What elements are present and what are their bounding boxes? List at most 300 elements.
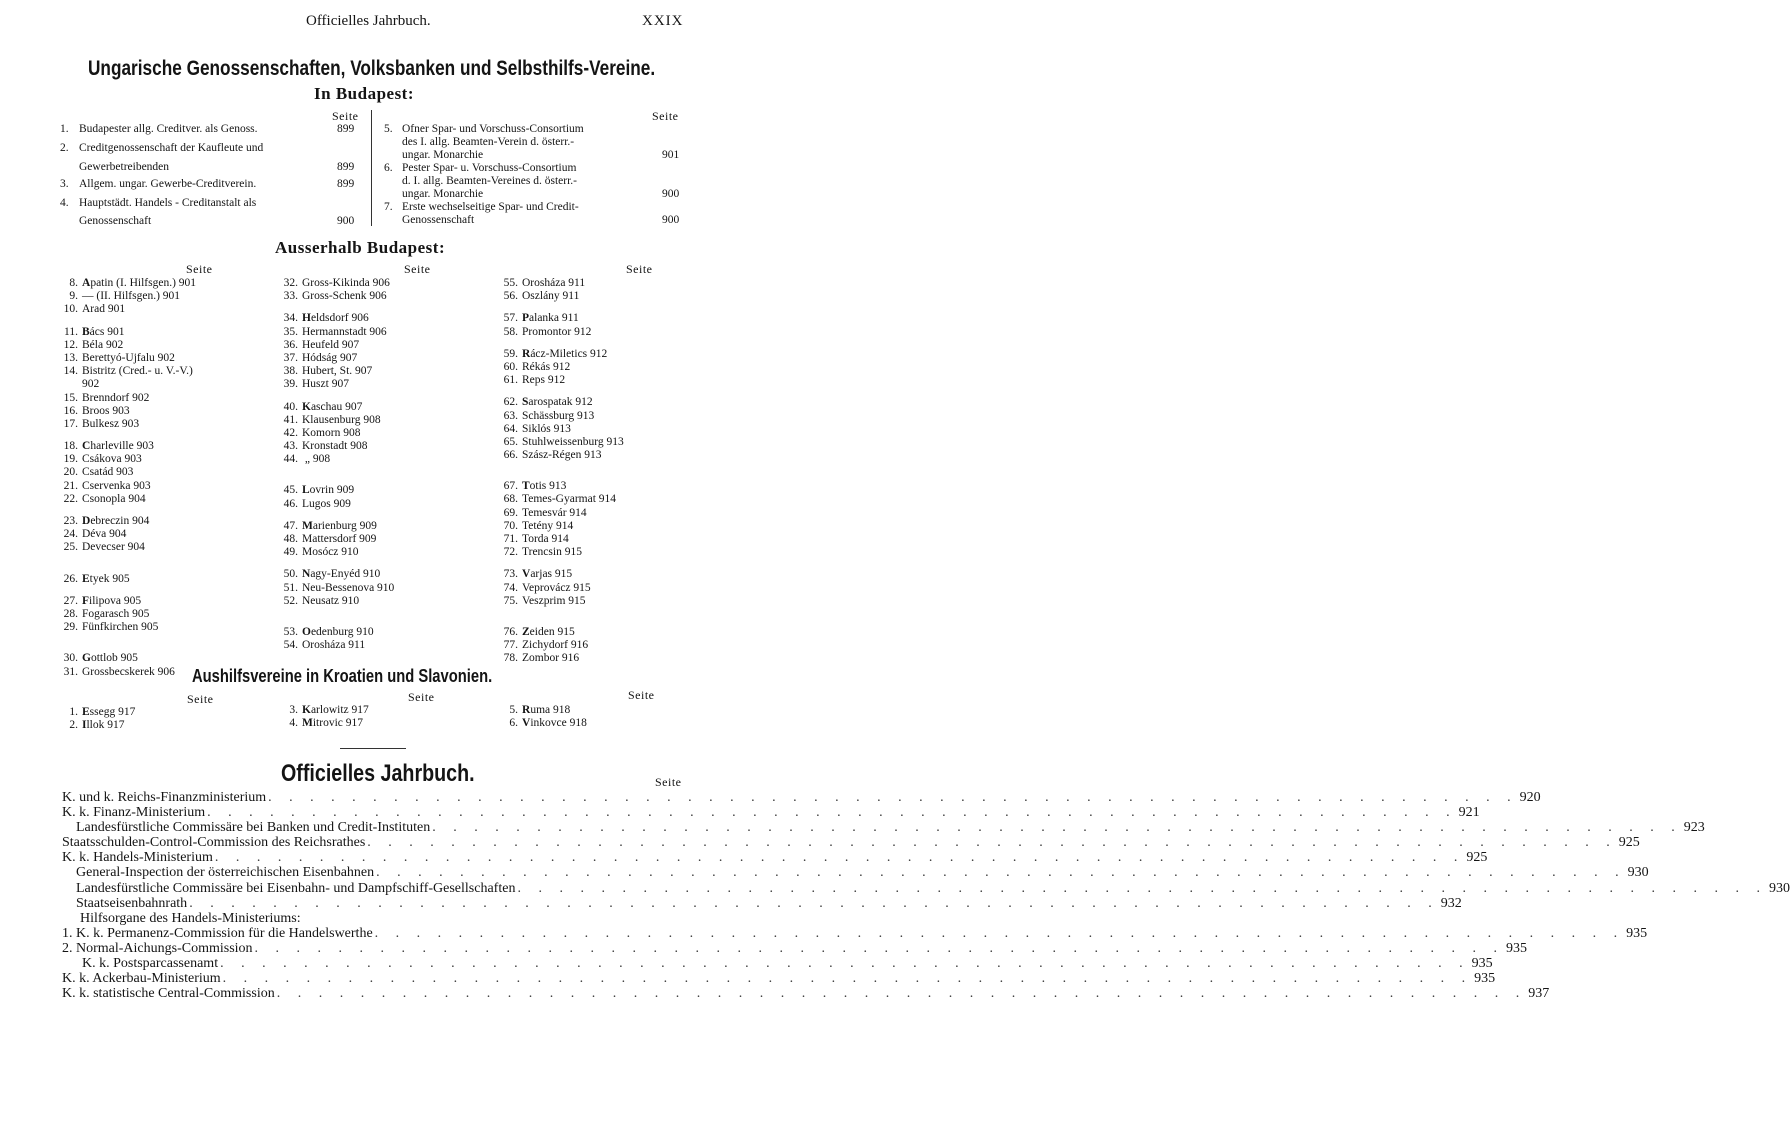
entry-initial: R [522,347,531,360]
seite-label-aushilf-3: Seite [628,688,655,702]
entry-initial: H [302,312,311,325]
entry-text: patin (I. Hilfsgen.) 901 [90,277,197,289]
entry-number: 64. [503,422,518,435]
entry-text: Berettyó-Ujfalu 902 [82,351,175,364]
spacer [276,511,394,520]
list-item [496,520,624,533]
list-item [496,480,624,493]
aushilf-column-1 [56,706,135,732]
entry-number: 4. [60,197,69,209]
entry-number: 28. [63,607,78,620]
entry-text: Reps 912 [522,374,566,387]
list-item [276,365,394,378]
aushilf-column-2 [276,704,369,730]
contents-title: 1. K. k. Permanenz-Commission für die Handelswerthe [62,925,373,941]
entry-number: 38. [283,365,298,378]
entry-text: arienburg 909 [312,519,377,532]
entry-text: Veprovácz 915 [522,581,591,594]
entry-text: Zombor 916 [522,652,580,665]
entry-number: 35. [283,325,298,338]
entry-text: Gross-Kikinda 906 [302,277,390,289]
list-item [276,401,394,414]
list-item [496,507,624,520]
entry-text: Csonopla 904 [82,492,146,505]
list-item [56,480,196,493]
spacer [276,608,394,617]
entry-text: agy-Enyéd 910 [310,568,381,581]
entry-initial: Z [522,625,530,638]
contents-row [62,880,1790,896]
entry-number: 45. [283,484,298,497]
list-item [56,515,196,528]
list-item [56,365,196,378]
spacer [56,564,196,573]
list-item [276,339,394,352]
page-number: XXIX [642,13,684,29]
list-item [496,396,624,409]
contents-title: Hilfsorgane des Handels-Ministeriums: [80,910,301,926]
list-item [496,290,624,303]
entry-number: 13. [63,351,78,364]
entry-number: 75. [503,594,518,607]
entry-number: 36. [283,338,298,351]
list-item [496,361,624,374]
list-item [496,652,624,665]
entry-text: Erste wechselseitige Spar- und Credit- [402,201,579,213]
entry-number: 23. [63,515,78,527]
list-item [56,290,196,303]
entry-text: Veszprim 915 [522,594,586,607]
leader-dots: . . . . . . . . . . . . . . . . . . . . . . . . . . . . . . . . . . . . . . . . . . . . . . . . . . . . . . . . . . . . [432,820,1682,836]
entry-text: Kronstadt 908 [302,440,368,453]
list-item [496,326,624,339]
contents-page: 925 [1618,835,1640,851]
spacer [56,431,196,440]
entry-number: 50. [283,568,298,581]
contents-title: K. k. statistische Central-Commission [62,986,275,1002]
spacer [276,303,394,312]
entry-number: 48. [283,533,298,545]
contents-title: 2. Normal-Aichungs-Commission [62,940,253,956]
divider-rule [340,748,406,749]
entry-text: „ 908 [302,453,331,466]
entry-number: 74. [503,581,518,594]
jahrbuch-title: Officielles Jahrbuch. [281,760,475,787]
entry-number: 27. [63,594,78,607]
entry-text: Genossenschaft [79,215,152,227]
contents-row [62,895,1462,911]
spacer [496,303,624,312]
list-item [276,277,394,290]
places-column-2 [276,277,394,652]
entry-number: 30. [63,652,78,665]
entry-text: Gross-Schenk 906 [302,290,387,303]
entry-number: 29. [63,621,78,634]
entry-initial: O [302,625,311,638]
entry-initial: A [82,277,91,289]
entry-number: 12. [63,338,78,351]
entry-text: — (II. Hilfsgen.) 901 [82,290,181,303]
contents-page: 925 [1466,850,1488,866]
entry-number: 42. [283,426,298,439]
contents-page: 935 [1471,956,1493,972]
entry-number: 5. [509,704,518,716]
entry-number: 49. [283,546,298,559]
leader-dots: . . . . . . . . . . . . . . . . . . . . . . . . . . . . . . . . . . . . . . . . . . . . . . . . . . . . . . . . . . . . [207,805,1457,821]
list-item [276,704,369,717]
entry-initial: G [82,652,91,665]
entry-text: arlowitz 917 [310,704,369,716]
entry-text: Neusatz 910 [302,594,360,607]
entry-initial: C [82,440,91,453]
entry-text: Neu-Bessenova 910 [302,581,395,594]
entry-text: Promontor 912 [522,325,592,338]
entry-text: eiden 915 [529,625,575,638]
list-item [496,410,624,423]
entry-number: 67. [503,480,518,493]
entry-number: 17. [63,417,78,430]
entry-number: 3. [60,178,69,190]
spacer [276,559,394,568]
entry-text: 902 [82,378,100,391]
entry-number: 76. [503,625,518,638]
entry-number: 63. [503,409,518,422]
leader-dots: . . . . . . . . . . . . . . . . . . . . . . . . . . . . . . . . . . . . . . . . . . . . . . . . . . . . . . . . . . . . [517,880,1767,896]
list-item [496,546,624,559]
leader-dots: . . . . . . . . . . . . . . . . . . . . . . . . . . . . . . . . . . . . . . . . . . . . . . . . . . . . . . . . . . . . [268,790,1518,805]
list-item [496,717,587,730]
seite-label-aushilf-1: Seite [187,692,214,706]
entry-text: inkovce 918 [530,717,587,730]
list-item [276,595,394,608]
entry-number: 16. [63,404,78,417]
entry-number: 11. [64,325,78,338]
spacer [56,317,196,326]
entry-number: 5. [384,123,393,135]
entry-number: 56. [503,290,518,303]
entry-text: Allgem. ungar. Gewerbe-Creditverein. [79,178,257,190]
entry-text: Brenndorf 902 [82,391,150,404]
section-title: Ungarische Genossenschaften, Volksbanken und Selbsthilfs-Vereine. [88,57,656,80]
contents-page: 932 [1440,895,1462,911]
entry-text: Fogarasch 905 [82,607,150,620]
entry-initial: S [522,396,529,409]
entry-page: 900 [662,188,680,200]
entry-number: 60. [503,360,518,373]
entry-text: Mosócz 910 [302,546,359,559]
spacer [56,634,196,643]
entry-text: Mattersdorf 909 [302,533,377,545]
entry-initial: V [522,717,531,730]
entry-number: 6. [384,162,393,174]
entry-text: tyek 905 [89,572,130,585]
list-item [56,352,196,365]
entry-number: 69. [503,506,518,519]
entry-number: 3. [289,704,298,716]
entry-number: 58. [503,325,518,338]
entry-text: Oszlány 911 [522,290,580,303]
entry-text: llok 917 [86,719,125,732]
list-item [56,339,196,352]
spacer [496,387,624,396]
contents-row [62,820,1705,836]
entry-text: Szász-Régen 913 [522,449,602,462]
entry-number: 9. [69,290,78,303]
entry-initial: F [82,594,90,607]
entry-text: Creditgenossenschaft der Kaufleute und [79,142,264,154]
entry-text: Broos 903 [82,404,130,417]
list-item [276,427,394,440]
entry-number: 20. [63,466,78,479]
entry-page: 899 [337,123,355,135]
list-item [56,595,196,608]
entry-number: 4. [289,717,298,730]
list-item [496,423,624,436]
entry-number: 59. [503,347,518,360]
entry-text: Hauptstädt. Handels - Creditanstalt als [79,197,257,209]
leader-dots: . . . . . . . . . . . . . . . . . . . . . . . . . . . . . . . . . . . . . . . . . . . . . . . . . . . . . . . . . . . . [367,835,1617,851]
entry-text: arjas 915 [530,568,573,581]
entry-text: Siklós 913 [522,422,571,435]
entry-text: edenburg 910 [310,625,374,638]
list-item [56,719,135,732]
entry-text: alanka 911 [529,312,579,325]
contents-row [62,805,1480,821]
spacer [496,339,624,348]
list-item [276,352,394,365]
entry-number: 62. [503,396,518,409]
list-item [276,568,394,581]
list-item [276,290,394,303]
contents-page: 935 [1626,925,1648,941]
entry-text: Pester Spar- u. Vorschuss-Consortium [402,162,577,174]
subtitle-ausserhalb: Ausserhalb Budapest: [275,238,446,257]
entry-text: Heufeld 907 [302,338,360,351]
entry-text: Rékás 912 [522,360,571,373]
contents-page: 920 [1519,790,1541,805]
list-item [276,484,394,497]
contents-row [62,940,1528,956]
contents-page: 930 [1768,880,1790,896]
list-item [496,348,624,361]
entry-text: Cservenka 903 [82,479,151,492]
contents-page: 937 [1528,986,1550,1002]
list-item [496,436,624,449]
entry-number: 54. [283,639,298,652]
entry-text: ebreczin 904 [90,515,150,527]
entry-number: 66. [503,449,518,462]
spacer [276,466,394,475]
entry-page: 900 [337,215,355,227]
leader-dots: . . . . . . . . . . . . . . . . . . . . . . . . . . . . . . . . . . . . . . . . . . . . . . . . . . . . . . . . . . . . [189,895,1439,911]
entry-number: 43. [283,440,298,453]
entry-number: 19. [63,453,78,466]
spacer [56,643,196,652]
entry-text: Komorn 908 [302,426,361,439]
contents-page: 935 [1506,940,1528,956]
list-item [56,466,196,479]
contents-title: General-Inspection der österreichischen Eisenbahnen [76,865,375,881]
list-item [56,440,196,453]
entry-text: Trencsin 915 [522,546,582,559]
entry-initial: E [82,572,90,585]
entry-number: 39. [283,378,298,391]
contents-page: 935 [1474,971,1496,987]
list-item [496,582,624,595]
entry-number: 2. [60,142,69,154]
entry-text: itrovic 917 [312,717,364,730]
spacer [496,608,624,617]
list-item [276,639,394,652]
contents-row [62,865,1649,881]
spacer [56,506,196,515]
entry-text: Arad 901 [82,303,126,316]
entry-text: Ofner Spar- und Vorschuss-Consortium [402,123,584,135]
contents-page: 930 [1627,865,1649,881]
subtitle-budapest: In Budapest: [314,84,415,103]
jahrbuch-contents [62,790,1790,1002]
entry-number: 41. [283,413,298,426]
running-head: Officielles Jahrbuch. [306,13,431,29]
entry-number: 53. [283,625,298,638]
entry-number: 78. [503,652,518,665]
entry-text: Torda 914 [522,533,569,545]
entry-number: 8. [69,277,78,289]
spacer [276,617,394,626]
entry-number: 65. [503,435,518,448]
list-item [56,666,196,679]
spacer [276,392,394,401]
entry-number: 6. [509,717,518,730]
list-item [496,595,624,608]
list-item [496,312,624,325]
spacer [56,555,196,564]
aushilf-column-3 [496,704,587,730]
entry-number: 44. [283,453,298,466]
entry-initial: K [302,704,311,716]
seite-label-right: Seite [652,109,679,123]
contents-title: K. k. Handels-Ministerium [62,850,213,866]
list-item [496,493,624,506]
list-item [496,639,624,652]
contents-title: K. k. Finanz-Ministerium [62,805,206,821]
list-item [496,626,624,639]
list-item [56,493,196,506]
entry-text: Lugos 909 [302,497,351,510]
entry-text: Béla 902 [82,338,124,351]
list-item [276,520,394,533]
list-item [56,621,196,634]
contents-title: Staatseisenbahnrath [76,895,188,911]
entry-number: 71. [503,533,518,545]
list-item [276,582,394,595]
list-item [496,533,624,546]
leader-dots: . . . . . . . . . . . . . . . . . . . . . . . . . . . . . . . . . . . . . . . . . . . . . . . . . . . . . . . . . . . . [374,925,1625,941]
list-item [496,374,624,387]
entry-text: ács 901 [89,325,125,338]
list-item [276,453,394,466]
contents-row [62,986,1550,1002]
leader-dots: . . . . . . . . . . . . . . . . . . . . . . . . . . . . . . . . . . . . . . . . . . . . . . . . . . . . . . . . . . . . [376,865,1626,881]
entry-number: 14. [63,365,78,378]
contents-row [62,911,688,926]
entry-initial: I [82,719,87,732]
list-item [56,303,196,316]
entry-text: ovrin 909 [309,484,355,497]
list-item [276,717,369,730]
entry-text: Hubert, St. 907 [302,365,373,378]
list-item [56,405,196,418]
entry-initial: L [302,484,310,497]
subtitle-aushilf: Aushilfsvereine in Kroatien und Slavonien. [192,666,493,686]
entry-number: 34. [283,312,298,325]
entry-text: ilipova 905 [89,594,142,607]
list-item [496,277,624,290]
entry-text: Genossenschaft [402,214,475,226]
entry-text: Grossbecskerek 906 [82,665,175,678]
contents-title: K. k. Ackerbau-Ministerium [62,971,221,987]
entry-number: 7. [384,201,393,213]
list-item [276,312,394,325]
contents-row [62,850,1488,866]
contents-title: K. k. Postsparcassenamt [82,956,219,972]
entry-text: Budapester allg. Creditver. als Genoss. [79,123,258,135]
entry-text: ottlob 905 [90,652,138,665]
contents-title: Landesfürstliche Commissäre bei Eisenbahn- und Dampfschiff-Gesellschaften [76,880,516,896]
entry-number: 15. [63,391,78,404]
entry-text: otis 913 [529,480,567,493]
entry-number: 22. [63,492,78,505]
list-item [276,546,394,559]
spacer [56,586,196,595]
entry-text: Devecser 904 [82,541,145,554]
entry-number: 70. [503,519,518,532]
list-item [56,652,196,665]
entry-number: 21. [63,479,78,492]
entry-number: 73. [503,568,518,581]
entry-text: Déva 904 [82,528,127,541]
entry-initial: E [82,706,90,718]
entry-number: 32. [283,277,298,289]
list-item [56,378,196,391]
entry-page: 901 [662,149,680,161]
seite-label-col3: Seite [626,262,653,276]
entry-number: 72. [503,546,518,559]
entry-number: 2. [69,719,78,732]
entry-initial: V [522,568,531,581]
spacer [496,471,624,480]
entry-text: Csatád 903 [82,466,134,479]
entry-text: Hermannstadt 906 [302,325,387,338]
column-divider [371,110,372,226]
entry-number: 68. [503,493,518,506]
entry-initial: T [522,480,530,493]
seite-label-left: Seite [332,109,359,123]
entry-number: 25. [63,541,78,554]
spacer [496,462,624,471]
entry-page: 900 [662,214,680,226]
entry-text: Hódság 907 [302,351,358,364]
contents-page: 921 [1458,805,1480,821]
contents-row [62,956,1493,972]
entry-page: 899 [337,178,355,190]
entry-text: Zichydorf 916 [522,639,589,652]
entry-number: 31. [63,665,78,678]
entry-number: 10. [63,303,78,316]
seite-label-col2: Seite [404,262,431,276]
entry-initial: N [302,568,311,581]
list-item [56,453,196,466]
